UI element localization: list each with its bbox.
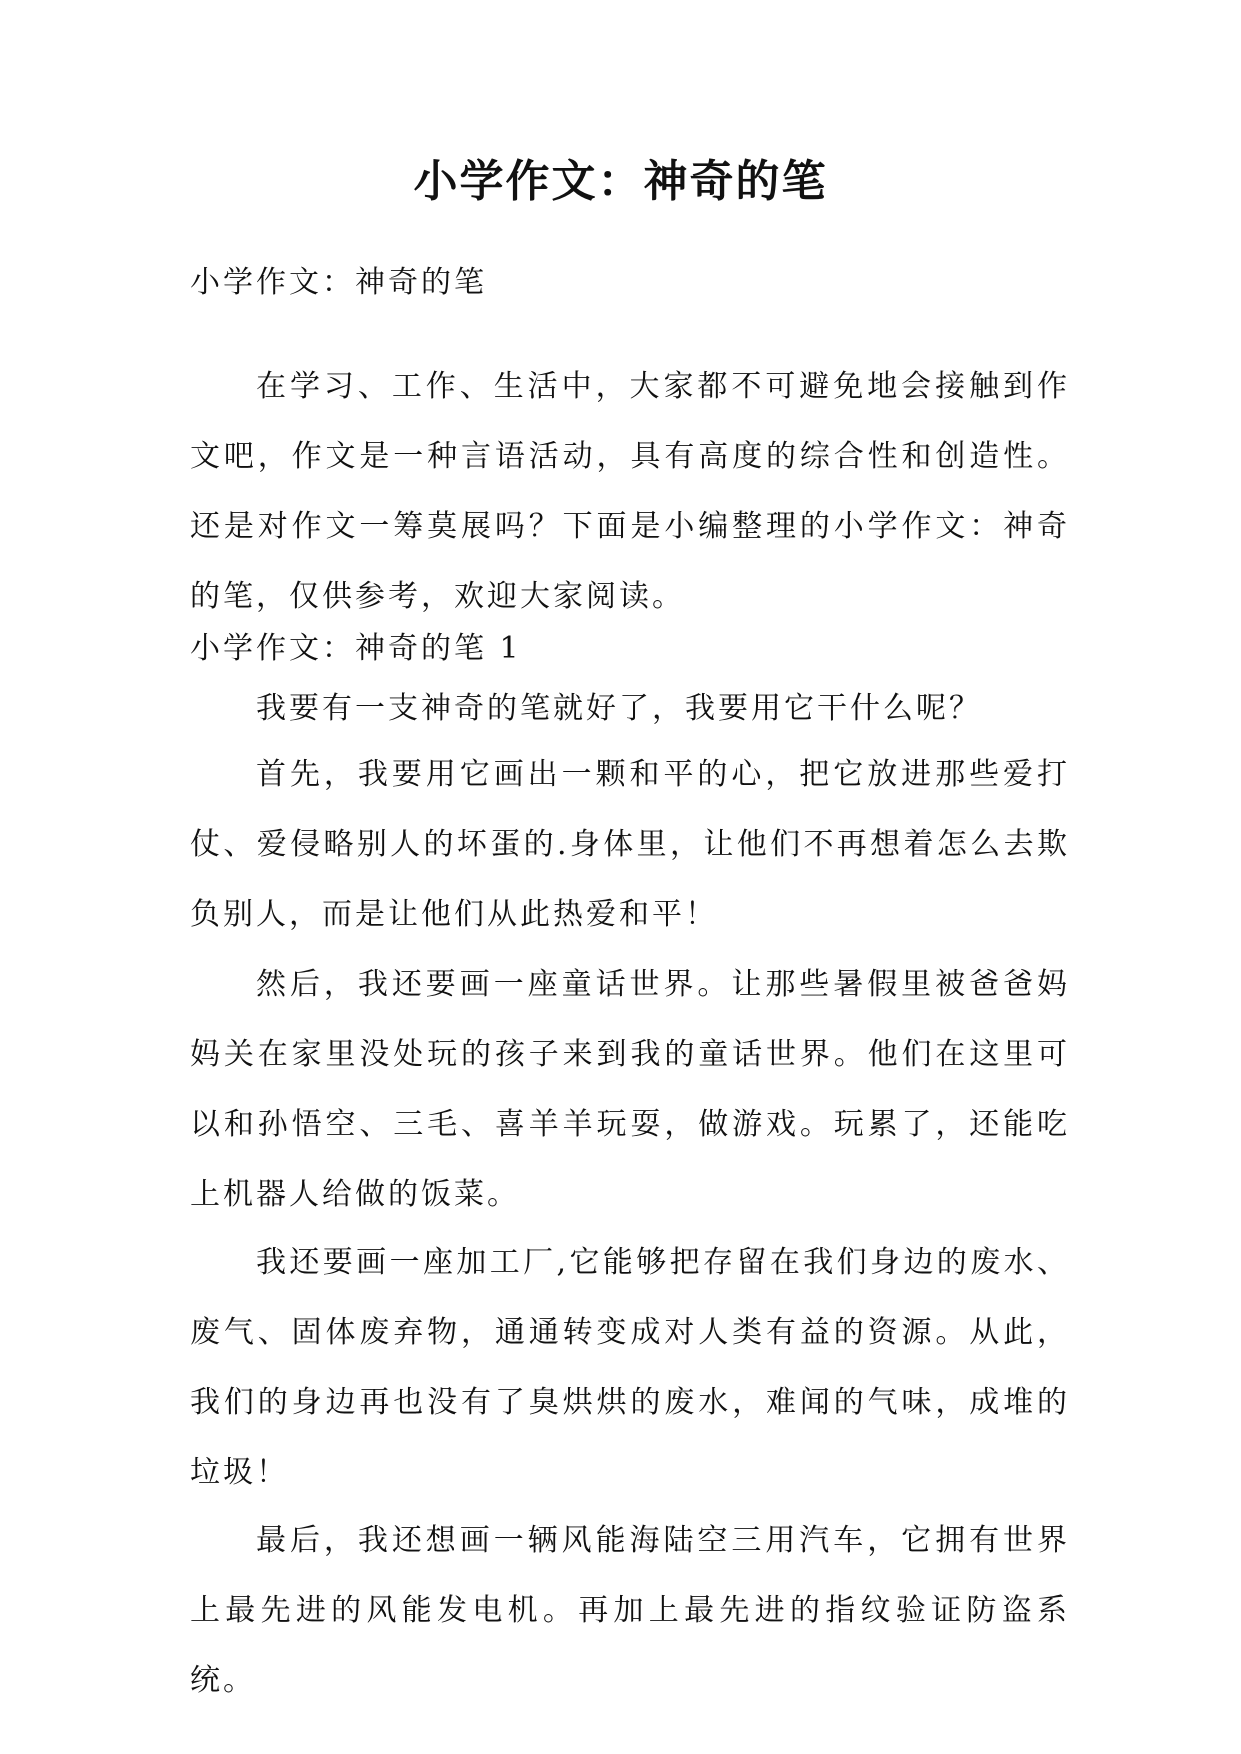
section-heading: 小学作文：神奇的笔 1 xyxy=(190,631,522,666)
paragraph-1: 我要有一支神奇的笔就好了，我要用它干什么呢？ xyxy=(256,691,982,726)
paragraph-3: 然后，我还要画一座童话世界。让那些暑假里被爸爸妈妈关在家里没处玩的孩子来到我的童话世界。他们在这里可以和孙悟空、三毛、喜羊羊玩耍，做游戏。玩累了，还能吃上机器人给做的饭菜。 xyxy=(190,967,1070,1212)
document-subtitle: 小学作文：神奇的笔 xyxy=(190,265,487,300)
paragraph-2: 首先，我要用它画出一颗和平的心，把它放进那些爱打仗、爱侵略别人的坏蛋的.身体里，让他们不再想着怎么去欺负别人，而是让他们从此热爱和平！ xyxy=(190,757,1070,932)
intro-paragraph: 在学习、工作、生活中，大家都不可避免地会接触到作文吧，作文是一种言语活动，具有高度的综合性和创造性。还是对作文一筹莫展吗？下面是小编整理的小学作文：神奇的笔，仅供参考，欢迎大家阅读。 xyxy=(190,369,1070,614)
paragraph-4: 我还要画一座加工厂,它能够把存留在我们身边的废水、废气、固体废弃物，通通转变成对人类有益的资源。从此，我们的身边再也没有了臭烘烘的废水，难闻的气味，成堆的垃圾！ xyxy=(190,1245,1070,1490)
paragraph-5: 最后，我还想画一辆风能海陆空三用汽车，它拥有世界上最先进的风能发电机。再加上最先进的指纹验证防盗系统。 xyxy=(190,1523,1070,1698)
document-title: 小学作文：神奇的笔 xyxy=(413,156,828,207)
